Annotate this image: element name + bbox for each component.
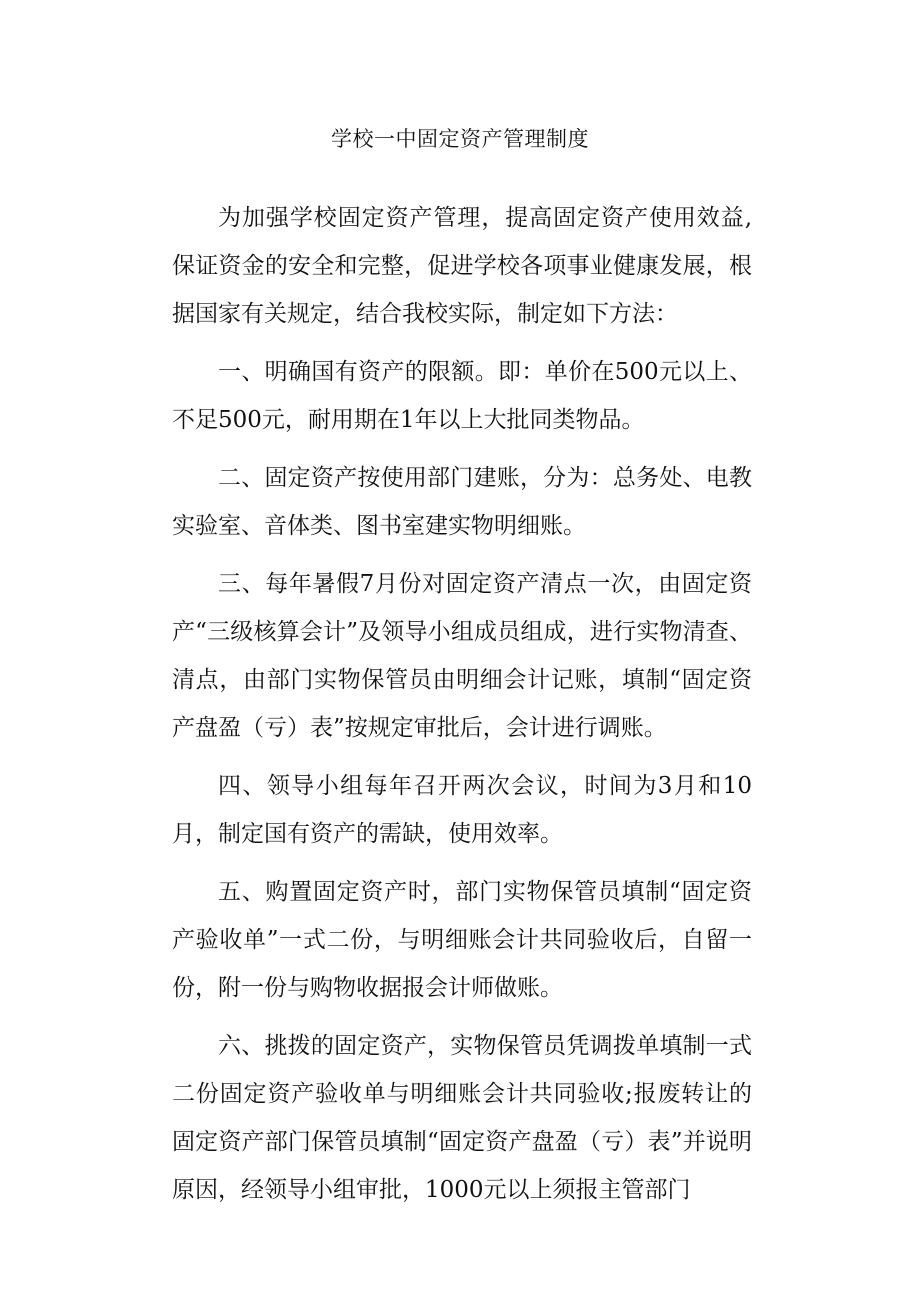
- document-body: [172, 194, 752, 1224]
- paragraph-item-1: 一、明确国有资产的限额。即：单价在500元以上、不足500元，耐用期在1年以上大批同类物品。: [172, 359, 752, 433]
- paragraph-item-2: 二、固定资产按使用部门建账，分为：总务处、电教实验室、音体类、图书室建实物明细账。: [172, 465, 752, 539]
- paragraph-item-4: 四、领导小组每年召开两次会议，时间为3月和10月，制定国有资产的需缺，使用效率。: [172, 773, 752, 847]
- paragraph-item-3: 三、每年暑假7月份对固定资产清点一次，由固定资产“三级核算会计”及领导小组成员组成，进行实物清查、清点，由部门实物保管员由明细会计记账，填制“固定资产盘盈（亏）表”按规定审批后，会计进行调账。: [172, 571, 752, 741]
- document-title: 学校一中固定资产管理制度: [331, 127, 589, 151]
- paragraph-intro: 为加强学校固定资产管理，提高固定资产使用效益,保证资金的安全和完整，促进学校各项事业健康发展，根据国家有关规定，结合我校实际，制定如下方法：: [172, 205, 752, 327]
- paragraph-item-6: 六、挑拨的固定资产，实物保管员凭调拨单填制一式二份固定资产验收单与明细账会计共同验收;报废转让的固定资产部门保管员填制“固定资产盘盈（亏）表”并说明原因，经领导小组审批，1000元以上须报主管部门: [172, 1033, 752, 1203]
- paragraph-item-5: 五、购置固定资产时，部门实物保管员填制“固定资产验收单”一式二份，与明细账会计共同验收后，自留一份，附一份与购物收据报会计师做账。: [172, 879, 752, 1001]
